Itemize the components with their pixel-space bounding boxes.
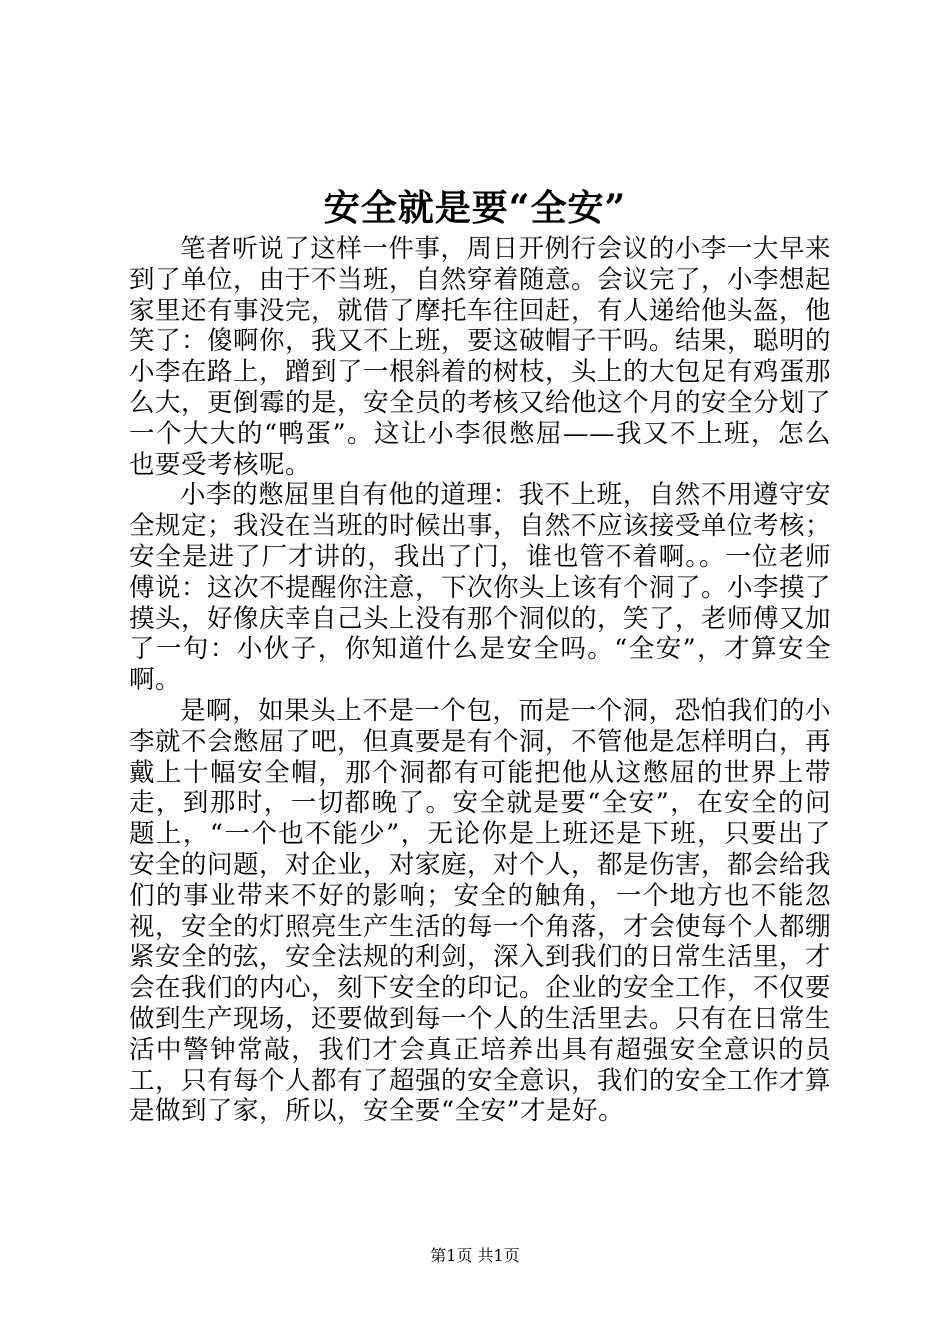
document-title: 安全就是要“全安” — [323, 187, 627, 229]
paragraph-1: 笔者听说了这样一件事，周日开例行会议的小李一大早来到了单位，由于不当班，自然穿着随意。会议完了，小李想起家里还有事没完，就借了摩托车往回赶，有人递给他头盔，他笑了：傻啊你，我又不上班，要这破帽子干吗。结果，聪明的小李在路上，蹭到了一根斜着的树枝，头上的大包足有鸡蛋那么大，更倒霉的是，安全员的考核又给他这个月的安全分划了一个大大的“鸭蛋”。这让小李很憋屈——我又不上班，怎么也要受考核呢。 — [129, 234, 832, 480]
document-body — [129, 234, 831, 1127]
paragraph-3: 是啊，如果头上不是一个包，而是一个洞，恐怕我们的小李就不会憋屈了吧，但真要是有个洞，不管他是怎样明白，再戴上十幅安全帽，那个洞都有可能把他从这憋屈的世界上带走，到那时，一切都晚了。安全就是要“全安”，在安全的问题上，“一个也不能少”，无论你是上班还是下班，只要出了安全的问题，对企业，对家庭，对个人，都是伤害，都会给我们的事业带来不好的影响；安全的触角，一个地方也不能忽视，安全的灯照亮生产生活的每一个角落，才会使每个人都绷紧安全的弦，安全法规的利剑，深入到我们的日常生活里，才会在我们的内心，刻下安全的印记。企业的安全工作，不仅要做到生产现场，还要做到每一个人的生活里去。只有在日常生活中警钟常敲，我们才会真正培养出具有超强安全意识的员工，只有每个人都有了超强的安全意识，我们的安全工作才算是做到了家，所以，安全要“全安”才是好。 — [129, 695, 832, 1127]
paragraph-2: 小李的憋屈里自有他的道理：我不上班，自然不用遵守安全规定；我没在当班的时候出事，自然不应该接受单位考核；安全是进了厂才讲的，我出了门，谁也管不着啊。。一位老师傅说：这次不提醒你注意，下次你头上该有个洞了。小李摸了摸头，好像庆幸自己头上没有那个洞似的，笑了，老师傅又加了一句：小伙子，你知道什么是安全吗。“全安”，才算安全啊。 — [129, 480, 832, 696]
page-footer: 第1页 共1页 — [430, 1246, 520, 1265]
